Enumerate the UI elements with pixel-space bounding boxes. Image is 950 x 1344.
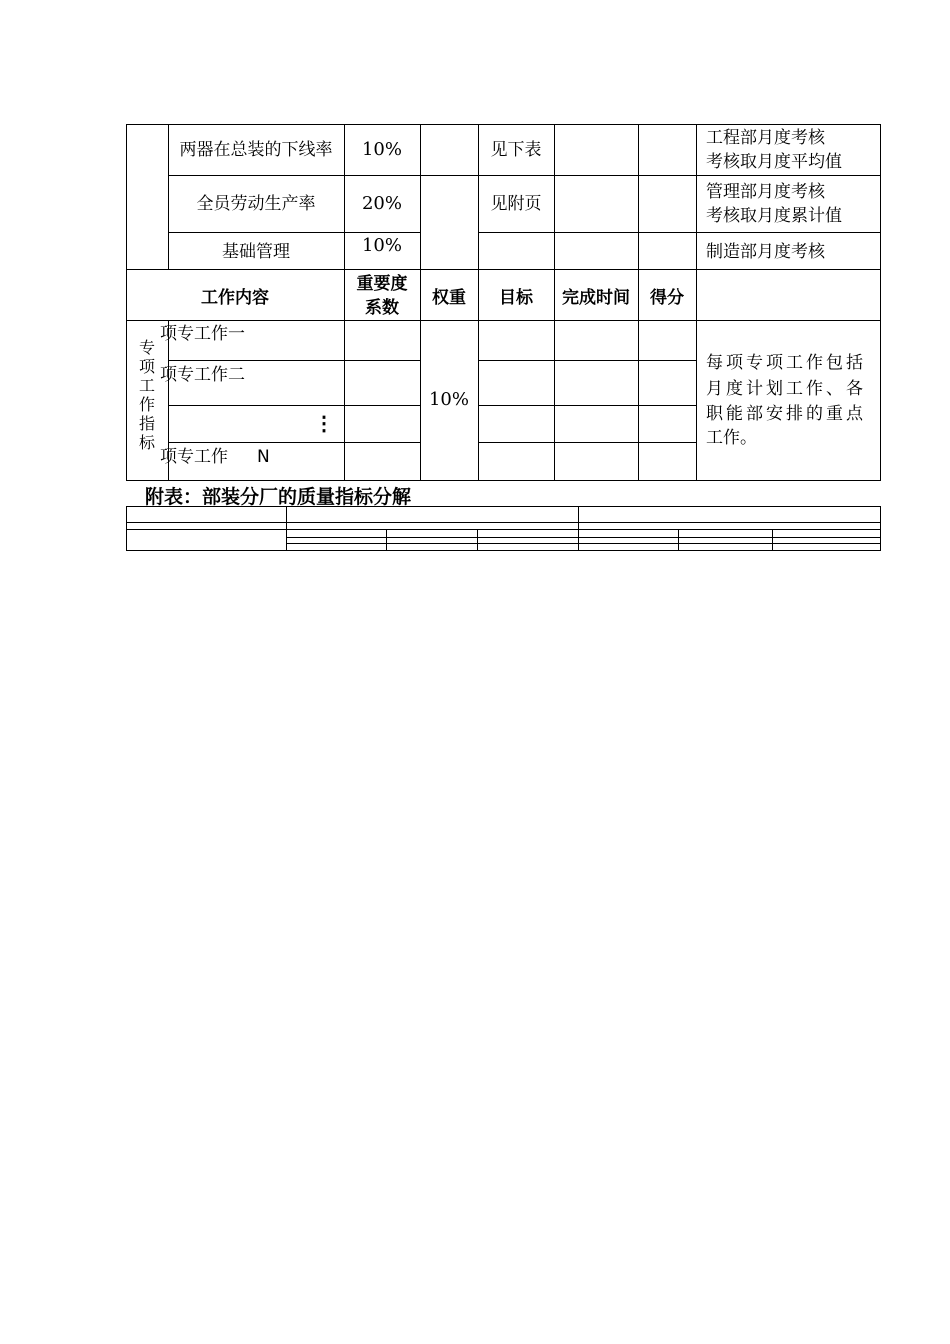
row1-target: 见下表: [490, 140, 542, 160]
appendix-title: 附表：部装分厂的质量指标分解: [145, 486, 412, 508]
row3-importance: 10%: [361, 235, 402, 256]
special-item-1: 项专工作一: [160, 324, 245, 344]
header-weight: 权重: [432, 287, 466, 308]
row2-item: 全员劳动生产率: [196, 194, 316, 214]
appendix-col-line: [286, 506, 287, 551]
row-divider: [168, 175, 880, 176]
appendix-row-line: [126, 522, 881, 523]
row2-note-line1: 管理部月度考核: [706, 182, 825, 202]
special-note-line3: 职能部安排的重点: [706, 404, 866, 424]
row-divider: [478, 232, 880, 233]
side-label-char: 标: [138, 433, 155, 452]
special-weight: 10%: [428, 389, 469, 410]
appendix-row-line: [286, 537, 881, 538]
header-importance-line1: 重要度: [356, 274, 408, 294]
row3-item: 基础管理: [222, 242, 290, 262]
appendix-row-line: [126, 529, 881, 530]
special-note-line1: 每项专项工作包括: [706, 353, 866, 373]
appendix-col-line: [477, 529, 478, 551]
appendix-row-line: [286, 543, 881, 544]
side-label-char: 工: [138, 376, 155, 395]
row-divider: [168, 442, 420, 443]
appendix-col-line: [578, 506, 579, 551]
header-target: 目标: [499, 287, 533, 308]
side-label-char: 项: [138, 357, 155, 376]
side-label-char: 作: [138, 395, 155, 414]
row-divider: [478, 442, 696, 443]
row2-note-line2: 考核取月度累计值: [706, 206, 842, 226]
special-side-label: [136, 338, 158, 452]
row-divider: [478, 360, 696, 361]
row-divider: [168, 232, 420, 233]
row-divider: [168, 405, 420, 406]
header-score: 得分: [650, 287, 684, 308]
special-item-2: 项专工作二: [160, 365, 245, 385]
header-work-content: 工作内容: [201, 287, 269, 308]
special-note-line2: 月度计划工作、各: [706, 379, 866, 399]
special-ellipsis: ⋮: [314, 411, 334, 435]
appendix-col-line: [386, 529, 387, 551]
row3-note-line1: 制造部月度考核: [706, 242, 825, 262]
row1-item: 两器在总装的下线率: [179, 140, 333, 160]
row2-target: 见附页: [490, 194, 542, 214]
row-divider: [478, 405, 696, 406]
special-item-n-suffix: N: [257, 447, 270, 467]
special-item-n: 项专工作: [160, 447, 228, 467]
appendix-col-line: [772, 529, 773, 551]
header-importance-line2: 系数: [365, 298, 399, 318]
special-note-line4: 工作。: [706, 428, 757, 448]
appendix-col-line: [678, 529, 679, 551]
row1-note-line2: 考核取月度平均值: [706, 152, 842, 172]
row1-note-line1: 工程部月度考核: [706, 128, 825, 148]
side-label-char: 专: [138, 338, 155, 357]
header-bottom-line: [126, 320, 881, 321]
row1-importance: 10%: [361, 139, 402, 160]
side-label-char: 指: [138, 414, 155, 433]
col-divider: [696, 124, 697, 481]
row2-importance: 20%: [361, 193, 402, 214]
header-completion-time: 完成时间: [562, 287, 630, 308]
row-divider: [168, 360, 420, 361]
